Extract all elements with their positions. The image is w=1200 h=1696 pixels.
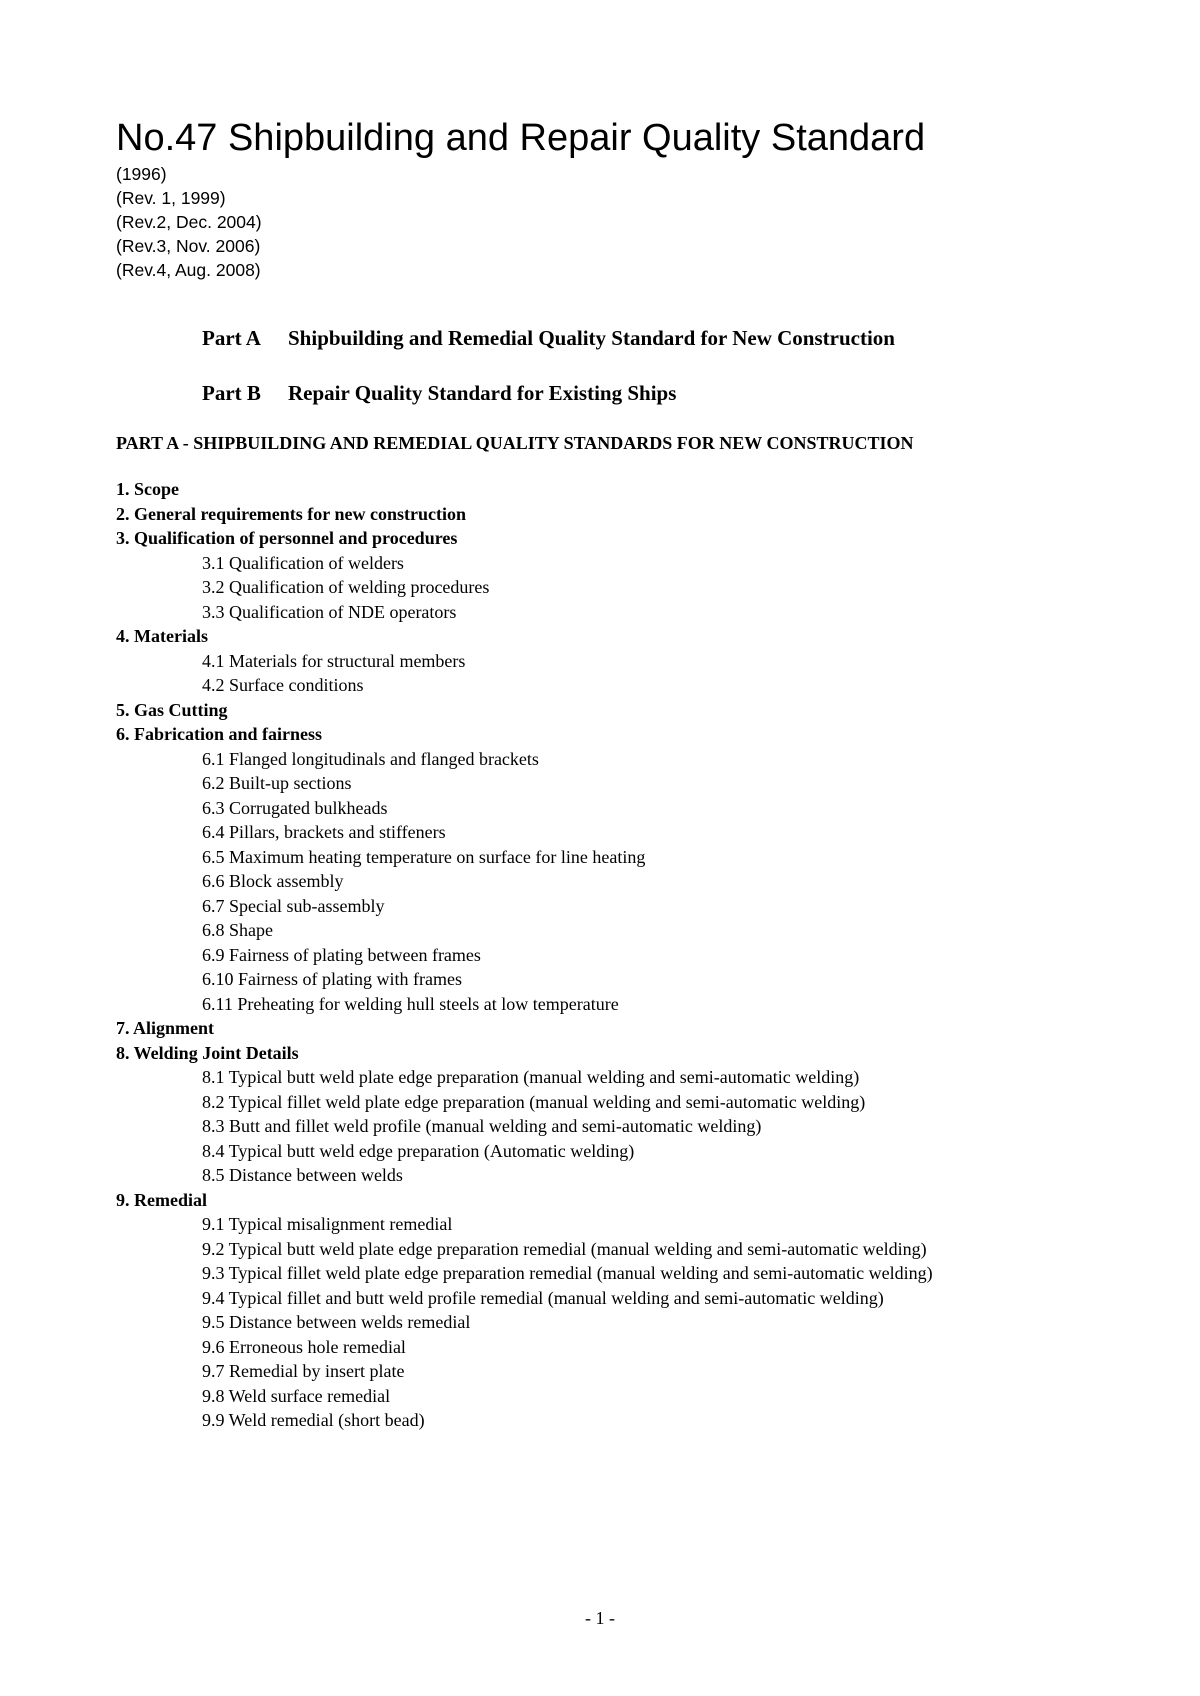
part-title: Shipbuilding and Remedial Quality Standard for New Construction bbox=[288, 326, 895, 350]
toc-subsection-item: 3.2 Qualification of welding procedures bbox=[202, 577, 490, 597]
toc-subsection-item: 6.2 Built-up sections bbox=[202, 773, 352, 793]
toc-subsection-item: 9.3 Typical fillet weld plate edge preparation remedial (manual welding and semi-automatic welding) bbox=[202, 1263, 933, 1283]
toc-subsection-item: 8.3 Butt and fillet weld profile (manual welding and semi-automatic welding) bbox=[202, 1116, 762, 1136]
toc-subsection-item: 6.1 Flanged longitudinals and flanged brackets bbox=[202, 748, 539, 769]
page-number: - 1 - bbox=[585, 1608, 615, 1628]
toc-subsection-item: 3.1 Qualification of welders bbox=[202, 552, 404, 573]
toc-section-heading: 4. Materials bbox=[116, 626, 208, 646]
section-heading: PART A - SHIPBUILDING AND REMEDIAL QUALITY STANDARDS FOR NEW CONSTRUCTION bbox=[116, 433, 914, 453]
part-b-line bbox=[202, 379, 1096, 407]
toc-section-heading: 6. Fabrication and fairness bbox=[116, 724, 323, 744]
toc-section-heading: 3. Qualification of personnel and procedures bbox=[116, 528, 458, 548]
part-title: Repair Quality Standard for Existing Ships bbox=[288, 381, 677, 405]
revision-line: (Rev.2, Dec. 2004) bbox=[116, 212, 262, 232]
toc-subsection-item: 8.2 Typical fillet weld plate edge preparation (manual welding and semi-automatic welding) bbox=[202, 1091, 866, 1112]
toc-subsection-item: 9.4 Typical fillet and butt weld profile remedial (manual welding and semi-automatic welding) bbox=[202, 1287, 884, 1308]
toc-subsection-item: 6.4 Pillars, brackets and stiffeners bbox=[202, 822, 446, 842]
toc-subsection-item: 8.5 Distance between welds bbox=[202, 1165, 403, 1185]
toc-subsection-item: 6.9 Fairness of plating between frames bbox=[202, 944, 481, 965]
toc-subsection-item: 8.4 Typical butt weld edge preparation (Automatic welding) bbox=[202, 1140, 635, 1161]
toc-subsection-item: 8.1 Typical butt weld plate edge preparation (manual welding and semi-automatic welding) bbox=[202, 1067, 860, 1087]
toc-subsection-item: 9.2 Typical butt weld plate edge preparation remedial (manual welding and semi-automatic welding) bbox=[202, 1238, 927, 1259]
revision-line: (1996) bbox=[116, 164, 167, 184]
toc-section-heading: 9. Remedial bbox=[116, 1189, 207, 1210]
toc-subsection-item: 9.7 Remedial by insert plate bbox=[202, 1361, 405, 1381]
part-a-line bbox=[202, 324, 1096, 352]
toc-section-heading: 7. Alignment bbox=[116, 1018, 215, 1038]
document-title: No.47 Shipbuilding and Repair Quality Standard bbox=[116, 117, 926, 159]
part-code: Part A bbox=[202, 326, 261, 350]
toc-subsection-item: 9.5 Distance between welds remedial bbox=[202, 1312, 471, 1332]
toc-subsection-item: 6.6 Block assembly bbox=[202, 871, 344, 891]
toc-subsection-item: 6.5 Maximum heating temperature on surface for line heating bbox=[202, 846, 646, 867]
toc-subsection-item: 9.9 Weld remedial (short bead) bbox=[202, 1410, 425, 1430]
part-code: Part B bbox=[202, 381, 261, 405]
revision-line: (Rev. 1, 1999) bbox=[116, 188, 226, 208]
toc-section-heading: 2. General requirements for new construction bbox=[116, 503, 466, 524]
document-page bbox=[116, 116, 1096, 1433]
toc-subsection-item: 6.10 Fairness of plating with frames bbox=[202, 969, 462, 989]
toc-section-heading: 5. Gas Cutting bbox=[116, 699, 228, 720]
toc-subsection-item: 9.6 Erroneous hole remedial bbox=[202, 1336, 406, 1357]
revision-line: (Rev.4, Aug. 2008) bbox=[116, 260, 261, 280]
toc-subsection-item: 9.8 Weld surface remedial bbox=[202, 1385, 391, 1406]
toc-subsection-item: 4.2 Surface conditions bbox=[202, 675, 364, 695]
toc-subsection-item: 6.7 Special sub-assembly bbox=[202, 895, 385, 916]
toc-subsection-item: 4.1 Materials for structural members bbox=[202, 650, 466, 671]
toc-subsection-item: 6.3 Corrugated bulkheads bbox=[202, 797, 388, 818]
toc-subsection-item: 3.3 Qualification of NDE operators bbox=[202, 601, 457, 622]
toc-section-heading: 8. Welding Joint Details bbox=[116, 1042, 299, 1063]
parts-overview bbox=[202, 324, 1096, 407]
revision-history bbox=[116, 162, 1096, 282]
toc-subsection-item: 6.11 Preheating for welding hull steels at low temperature bbox=[202, 993, 619, 1014]
toc-subsection-item: 6.8 Shape bbox=[202, 920, 273, 940]
table-of-contents bbox=[116, 477, 1096, 1433]
revision-line: (Rev.3, Nov. 2006) bbox=[116, 236, 261, 256]
toc-subsection-item: 9.1 Typical misalignment remedial bbox=[202, 1214, 453, 1234]
toc-section-heading: 1. Scope bbox=[116, 479, 179, 499]
